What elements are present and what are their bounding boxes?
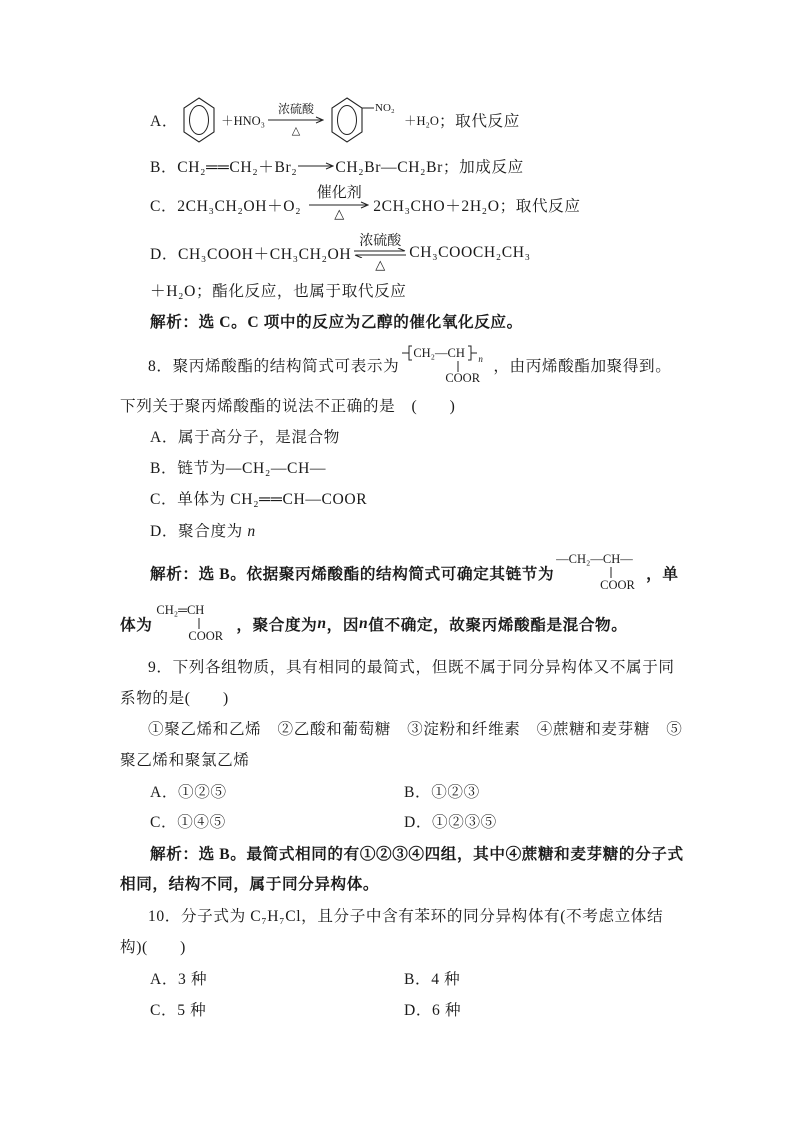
products: CH₂Br—CH₂Br；加成反应 [335, 159, 524, 176]
reversible-arrow [354, 233, 406, 273]
chain-unit-structure [556, 551, 646, 595]
q7-analysis: 解析：选 C。C 项中的反应为乙醇的催化氧化反应。 [150, 314, 523, 331]
analysis-text: ，单 [646, 566, 679, 583]
q7-option-d [150, 233, 531, 273]
variable-n: n [359, 615, 369, 632]
reaction-condition-top: 浓硫酸 [359, 234, 402, 249]
reagent-formula: ＋HNO₃ [221, 114, 266, 128]
q10-option-c: C．5 种 [150, 1002, 207, 1019]
reaction-condition-top: 浓硫酸 [278, 102, 315, 116]
monomer-structure [156, 602, 236, 646]
q9-option-a: A．①②⑤ [150, 784, 227, 801]
side-group-text: COOR [188, 629, 224, 643]
reactants: D．CH₃COOH＋CH₃CH₂OH [150, 246, 352, 263]
q8-analysis-line2 [120, 602, 627, 646]
q8-option-b: B．链节为—CH₂—CH— [150, 460, 327, 477]
variable-n: n [317, 615, 327, 632]
q10-stem-line2: 构)( ) [120, 939, 186, 956]
reaction-condition-bottom: △ [291, 125, 301, 137]
option-text: D．聚合度为 [150, 523, 248, 540]
reaction-arrow [309, 185, 369, 225]
reaction-condition-bottom: △ [334, 206, 345, 221]
q9-option-c: C．①④⑤ [150, 814, 226, 831]
q9-stem-line1: 9．下列各组物质，具有相同的最简式，但既不属于同分异构体又不属于同 [148, 659, 675, 676]
q8-option-d [150, 522, 256, 542]
q10-option-d: D．6 种 [404, 1002, 462, 1019]
side-group-text: COOR [600, 578, 635, 592]
q9-pairs-line2: 聚乙烯和聚氯乙烯 [120, 752, 250, 769]
stem-text: ，由丙烯酸酯加聚得到。 [493, 358, 672, 375]
q9-analysis-line2: 相同，结构不同，属于同分异构体。 [120, 876, 380, 893]
q8-analysis-line1 [150, 551, 679, 595]
option-label: A． [150, 113, 179, 130]
analysis-text: 体为 [120, 617, 153, 634]
monomer-text: CH₂═CH [156, 603, 205, 617]
q8-option-a: A．属于高分子，是混合物 [150, 429, 340, 446]
chain-unit-text: —CH₂—CH— [556, 552, 633, 566]
side-group-text: COOR [445, 371, 481, 385]
analysis-text: ，聚合度为 [236, 617, 318, 634]
q10-option-b: B．4 种 [404, 971, 461, 988]
arrow-right-icon [268, 116, 324, 124]
q7-option-b [150, 156, 524, 176]
reaction-arrow [268, 95, 324, 145]
reaction-condition-top: 催化剂 [316, 185, 362, 201]
products: 2CH₃CHO＋2H₂O；取代反应 [373, 198, 581, 215]
q9-option-d: D．①②③⑤ [404, 814, 497, 831]
q8-stem [148, 343, 671, 387]
q10-option-a: A．3 种 [150, 971, 208, 988]
benzene-ring-icon [328, 96, 376, 144]
q7-option-a [150, 95, 520, 145]
q9-option-b: B．①②③ [404, 784, 480, 801]
products: CH₃COOCH₂CH₃ [409, 244, 531, 261]
q8-option-c: C．单体为 CH₂══CH—COOR [150, 491, 368, 508]
q9-stem-line2: 系物的是( ) [120, 690, 229, 707]
q7-option-c [150, 185, 581, 225]
stem-text: 8．聚丙烯酸酯的结构简式可表示为 [148, 358, 400, 375]
repeat-unit-text: CH₂—CH [413, 346, 465, 360]
variable-n: n [247, 523, 256, 540]
reactants: C．2CH₃CH₂OH＋O₂ [150, 198, 302, 215]
polymer-structure [401, 343, 493, 387]
reactants: B．CH₂══CH₂＋Br₂ [150, 159, 298, 176]
q8-stem-line2: 下列关于聚丙烯酸酯的说法不正确的是 ( ) [120, 398, 456, 415]
q9-pairs-line1: ①聚乙烯和乙烯 ②乙酸和葡萄糖 ③淀粉和纤维素 ④蔗糖和麦芽糖 ⑤ [148, 721, 683, 738]
reaction-condition-bottom: △ [375, 257, 386, 272]
substituent-label: NO₂ [375, 102, 395, 114]
byproduct-formula: ＋H₂O [404, 114, 439, 128]
q9-analysis-line1: 解析：选 B。最简式相同的有①②③④四组，其中④蔗糖和麦芽糖的分子式 [150, 846, 684, 863]
arrow-right-icon [298, 162, 334, 170]
nitrobenzene-structure [328, 95, 402, 145]
reaction-type: ；取代反应 [438, 113, 520, 130]
q7-option-d-continuation: ＋H₂O；酯化反应，也属于取代反应 [150, 283, 407, 300]
analysis-text: ，因 [326, 617, 360, 634]
analysis-text: 值不确定，故聚丙烯酸酯是混合物。 [368, 617, 628, 634]
benzene-ring-icon [180, 96, 218, 144]
analysis-text: 解析：选 B。依据聚丙烯酸酯的结构简式可确定其链节为 [150, 566, 555, 583]
degree-of-polymerization: n [478, 354, 483, 364]
q10-stem-line1: 10．分子式为 C₇H₇Cl，且分子中含有苯环的同分异构体有(不考虑立体结 [148, 908, 664, 925]
